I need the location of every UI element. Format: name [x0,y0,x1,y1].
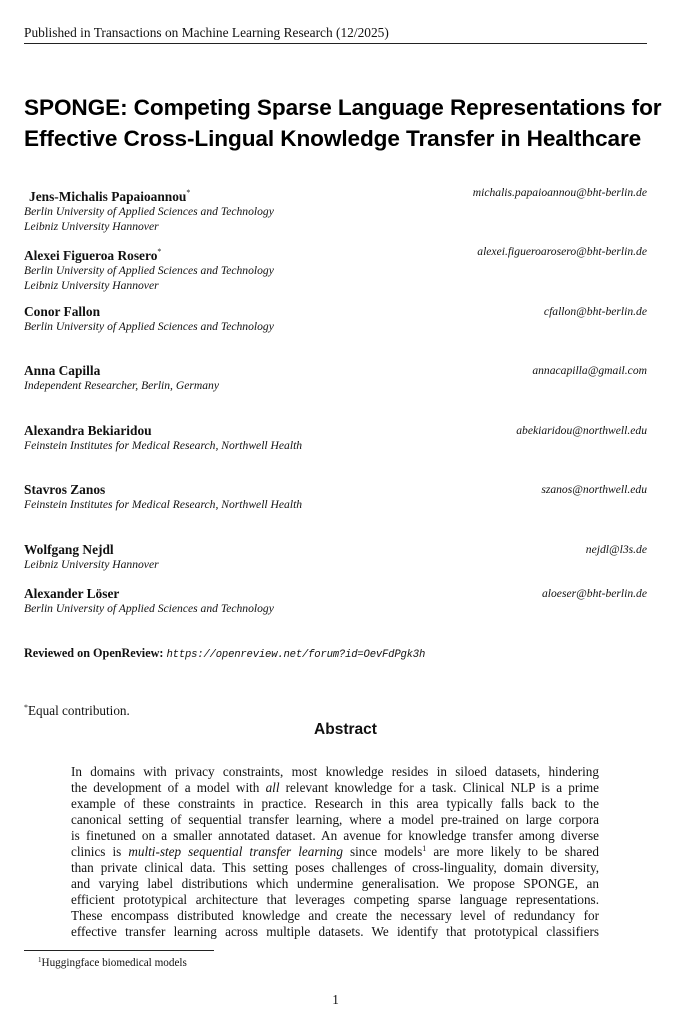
author-block [24,423,647,454]
abstract-heading: Abstract [314,721,377,738]
openreview-line [24,645,425,663]
author-affiliation: Berlin University of Applied Sciences and Technology [24,264,274,277]
author-affiliation: Berlin University of Applied Sciences and Technology [24,205,274,218]
abstract-line [71,796,599,812]
author-affiliation: Berlin University of Applied Sciences and Technology [24,602,274,615]
author-email[interactable]: michalis.papaioannou@bht-berlin.de [472,186,647,199]
author-name: Stavros Zanos [24,482,106,497]
author-email[interactable]: szanos@northwell.edu [541,483,647,496]
author-email[interactable]: annacapilla@gmail.com [532,364,647,377]
author-name: Alexandra Bekiaridou [24,423,152,438]
author-name: Alexander Löser [24,586,120,601]
author-block [24,586,647,617]
author-affiliation: Feinstein Institutes for Medical Research, Northwell Health [24,439,303,452]
emphasis-text: all [265,780,280,795]
abstract-text: than private clinical data. This setting poses challenges of cross-linguality, domain diversity, [71,860,599,875]
footnote-text: Huggingface biomedical models [41,957,187,969]
author-affiliation: Leibniz University Hannover [24,558,159,571]
author-affiliation: Leibniz University Hannover [24,278,159,292]
author-name: Wolfgang Nejdl [24,542,114,557]
abstract-line [71,924,599,940]
abstract-line [71,828,599,844]
openreview-label: Reviewed on OpenReview: [24,646,164,660]
abstract-text: effective transfer learning across multiple datasets. We identify that prototypical classifiers [71,924,599,939]
abstract-text: clinics is [71,844,129,859]
author-block [24,482,647,513]
author-block [24,185,647,234]
openreview-link[interactable]: https://openreview.net/forum?id=OevFdPgk3h [166,649,426,661]
author-email[interactable]: aloeser@bht-berlin.de [541,587,647,600]
abstract-line [71,780,599,796]
title-line: SPONGE: Competing Sparse Language Representations for [24,95,662,120]
author-email[interactable]: alexei.figueroarosero@bht-berlin.de [477,245,647,258]
author-affiliation: Independent Researcher, Berlin, Germany [24,379,219,392]
author-name: Anna Capilla [24,363,101,378]
author-email[interactable]: cfallon@bht-berlin.de [543,305,647,318]
equal-contribution-text: Equal contribution. [28,703,130,718]
author-affiliation: Berlin University of Applied Sciences and Technology [24,320,274,333]
abstract-text: and varying label distributions which undermine generalisation. We propose SPONGE, an [71,876,599,891]
author-affiliation: Feinstein Institutes for Medical Research, Northwell Health [24,498,303,511]
title-line: Effective Cross-Lingual Knowledge Transfer in Healthcare [24,126,642,151]
emphasis-text: multi-step sequential transfer learning [128,844,343,859]
author-name: Conor Fallon [24,304,101,319]
author-email[interactable]: nejdl@l3s.de [585,543,647,556]
footnote [38,953,187,970]
footnote-ref[interactable]: 1 [422,844,427,853]
abstract-text: In domains with privacy constraints, most knowledge resides in siloed datasets, hindering [71,764,599,779]
abstract-line [71,812,599,828]
author-affiliation: Leibniz University Hannover [24,219,159,233]
abstract-text: efficient prototypical architecture that leverages competing sparse language representations. [71,892,599,907]
abstract-line [71,908,599,924]
footnote-mark: * [24,703,28,712]
abstract-text: are more likely to be shared [426,844,599,859]
abstract-line [71,860,599,876]
author-name: Alexei Figueroa Rosero* [24,247,162,263]
abstract-body [71,764,599,940]
author-block [24,244,647,293]
author-block [24,304,647,335]
author-email[interactable]: abekiaridou@northwell.edu [516,424,647,437]
paper-title [24,92,664,154]
abstract-text: since models [342,844,423,859]
footnote-divider [24,950,214,951]
abstract-line [71,876,599,892]
author-block [24,542,647,573]
abstract-text: is finetuned on a smaller annotated dataset. An avenue for knowledge transfer among diverse [71,828,599,843]
abstract-line [71,764,599,780]
abstract-text: the development of a model with [71,780,266,795]
equal-contribution-note [24,700,130,719]
footnote-mark: 1 [38,956,42,964]
abstract-text: These encompass distributed knowledge and create the necessary level of redundancy for [71,908,599,923]
abstract-text: canonical setting of sequential transfer learning, where a model pre-trained on large corpora [71,812,599,827]
running-header: Published in Transactions on Machine Learning Research (12/2025) [24,25,647,44]
abstract-text: relevant knowledge for a task. Clinical NLP is a prime [279,780,599,795]
page-number: 1 [332,992,339,1007]
abstract-line [71,892,599,908]
abstract-text: example of these constraints in practice. Research in this area typically falls back to the [71,796,599,811]
author-name: Jens-Michalis Papaioannou* [29,188,191,204]
author-block [24,363,647,394]
abstract-line [71,844,599,860]
